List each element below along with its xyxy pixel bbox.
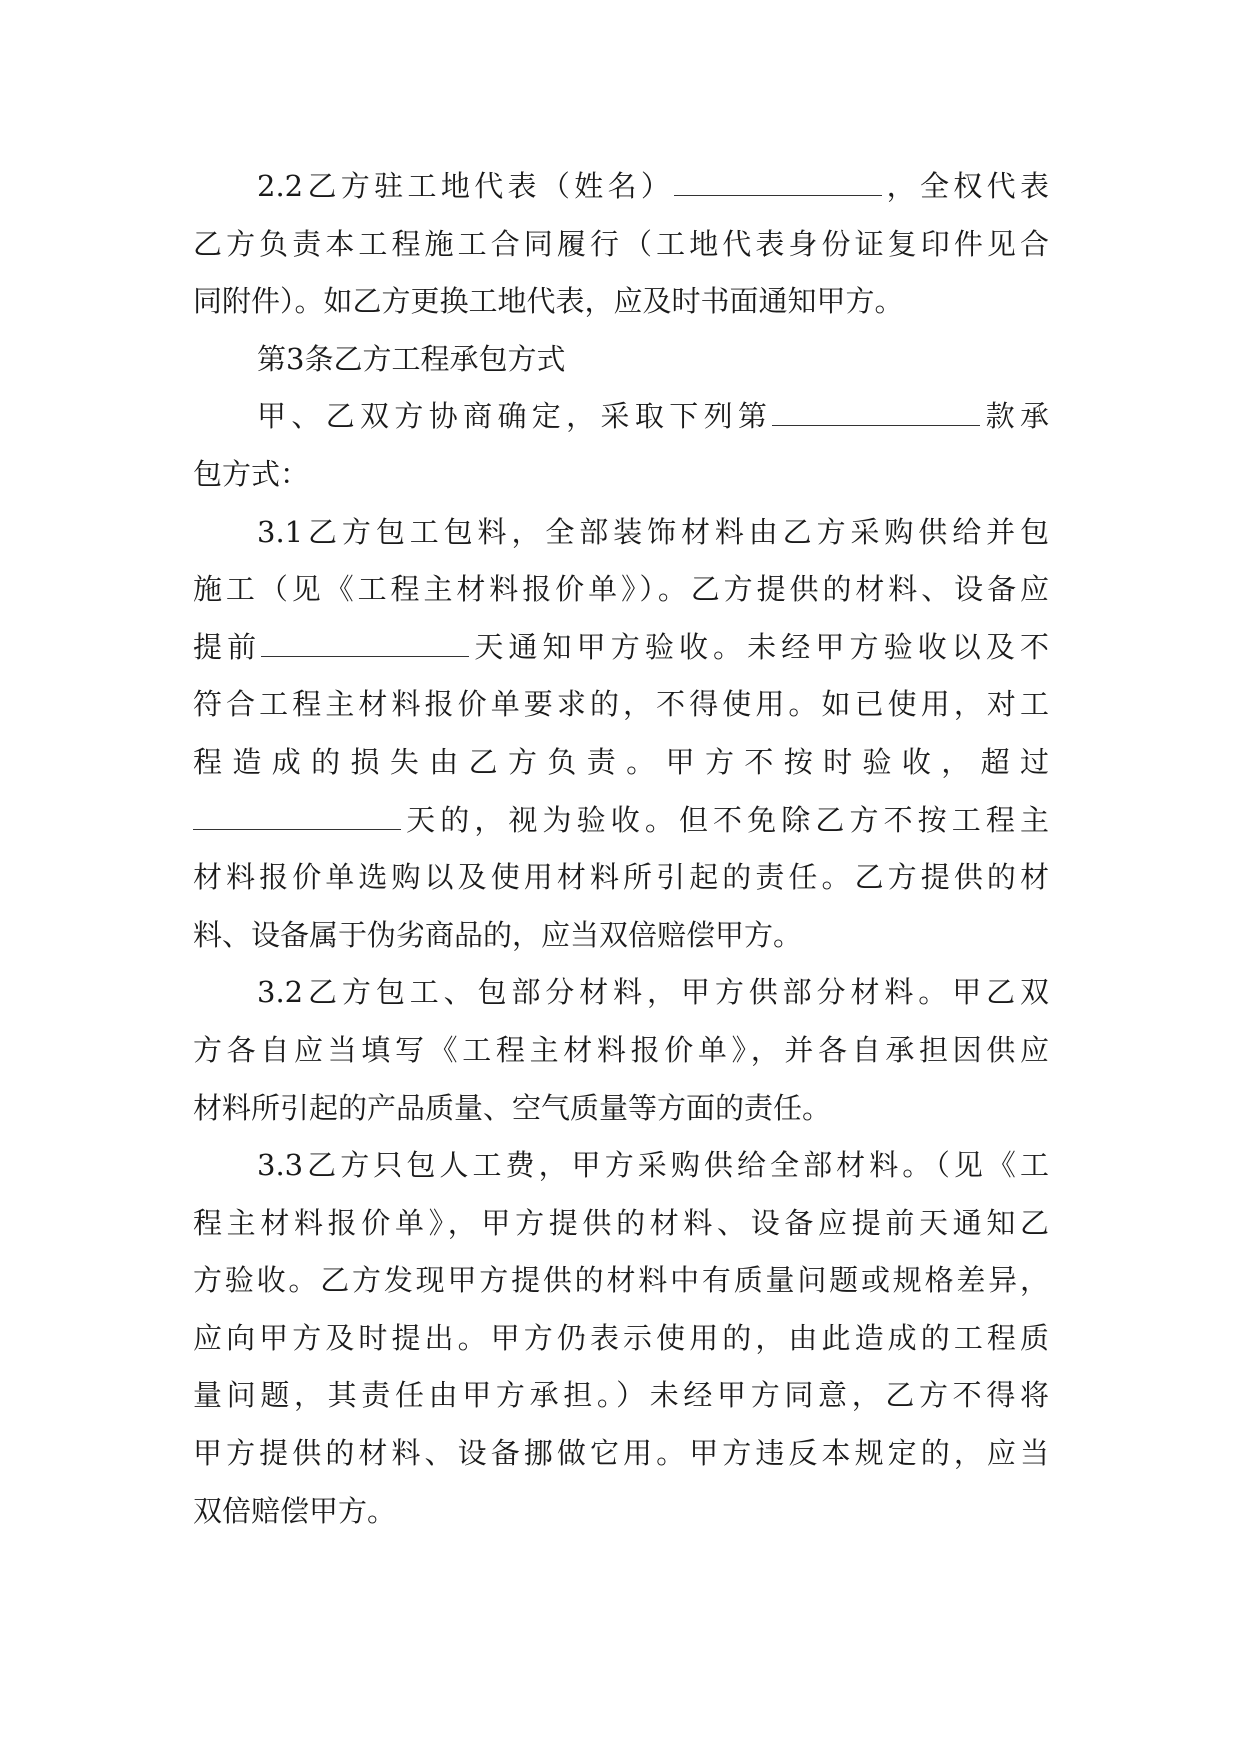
- text-line: 3.3乙方只包人工费，甲方采购供给全部材料。（见《工: [257, 1148, 1049, 1183]
- text-line: 同附件）。如乙方更换工地代表，应及时书面通知甲方。: [193, 284, 904, 319]
- text-line: 施工（见《工程主材料报价单》）。乙方提供的材料、设备应: [193, 572, 1049, 607]
- text-line: 方各自应当填写《工程主材料报价单》，并各自承担因供应: [193, 1032, 1049, 1067]
- text-line: 方验收。乙方发现甲方提供的材料中有质量问题或规格差异，: [193, 1263, 1049, 1298]
- text-line: 应向甲方及时提出。甲方仍表示使用的，由此造成的工程质: [193, 1320, 1049, 1355]
- fill-in-blank: [261, 652, 469, 657]
- section-heading: 第3条乙方工程承包方式: [257, 341, 566, 376]
- fill-in-blank: [772, 421, 980, 426]
- text-line: 程主材料报价单》，甲方提供的材料、设备应提前天通知乙: [193, 1205, 1049, 1240]
- text-line: 符合工程主材料报价单要求的，不得使用。如已使用，对工: [193, 687, 1049, 722]
- text-line: 甲、乙双方协商确定，采取下列第 款承: [257, 399, 1049, 434]
- text-line: 料、设备属于伪劣商品的，应当双倍赔偿甲方。: [193, 917, 803, 952]
- text-line: 材料报价单选购以及使用材料所引起的责任。乙方提供的材: [193, 860, 1049, 895]
- fill-in-blank: [674, 191, 882, 196]
- document-page: [193, 158, 1049, 1540]
- text-line: 材料所引起的产品质量、空气质量等方面的责任。: [193, 1090, 832, 1125]
- text-line: 双倍赔偿甲方。: [193, 1493, 397, 1528]
- text-line: 提前 天通知甲方验收。未经甲方验收以及不: [193, 629, 1049, 664]
- text-line: 3.1乙方包工包料，全部装饰材料由乙方采购供给并包: [257, 514, 1049, 549]
- text-line: 天的，视为验收。但不免除乙方不按工程主: [193, 792, 1049, 850]
- text-line: 包方式：: [193, 456, 310, 491]
- text-line: 乙方负责本工程施工合同履行（工地代表身份证复印件见合: [193, 226, 1049, 261]
- fill-in-blank: [193, 825, 401, 830]
- text-line: 甲方提供的材料、设备挪做它用。甲方违反本规定的，应当: [193, 1436, 1049, 1471]
- text-line: 3.2乙方包工、包部分材料，甲方供部分材料。甲乙双: [257, 975, 1049, 1010]
- text-line: 程造成的损失由乙方负责。甲方不按时验收，超过: [193, 744, 1049, 779]
- text-line: 量问题，其责任由甲方承担。）未经甲方同意，乙方不得将: [193, 1378, 1049, 1413]
- text-line: 2.2乙方驻工地代表（姓名） ，全权代表: [257, 169, 1049, 203]
